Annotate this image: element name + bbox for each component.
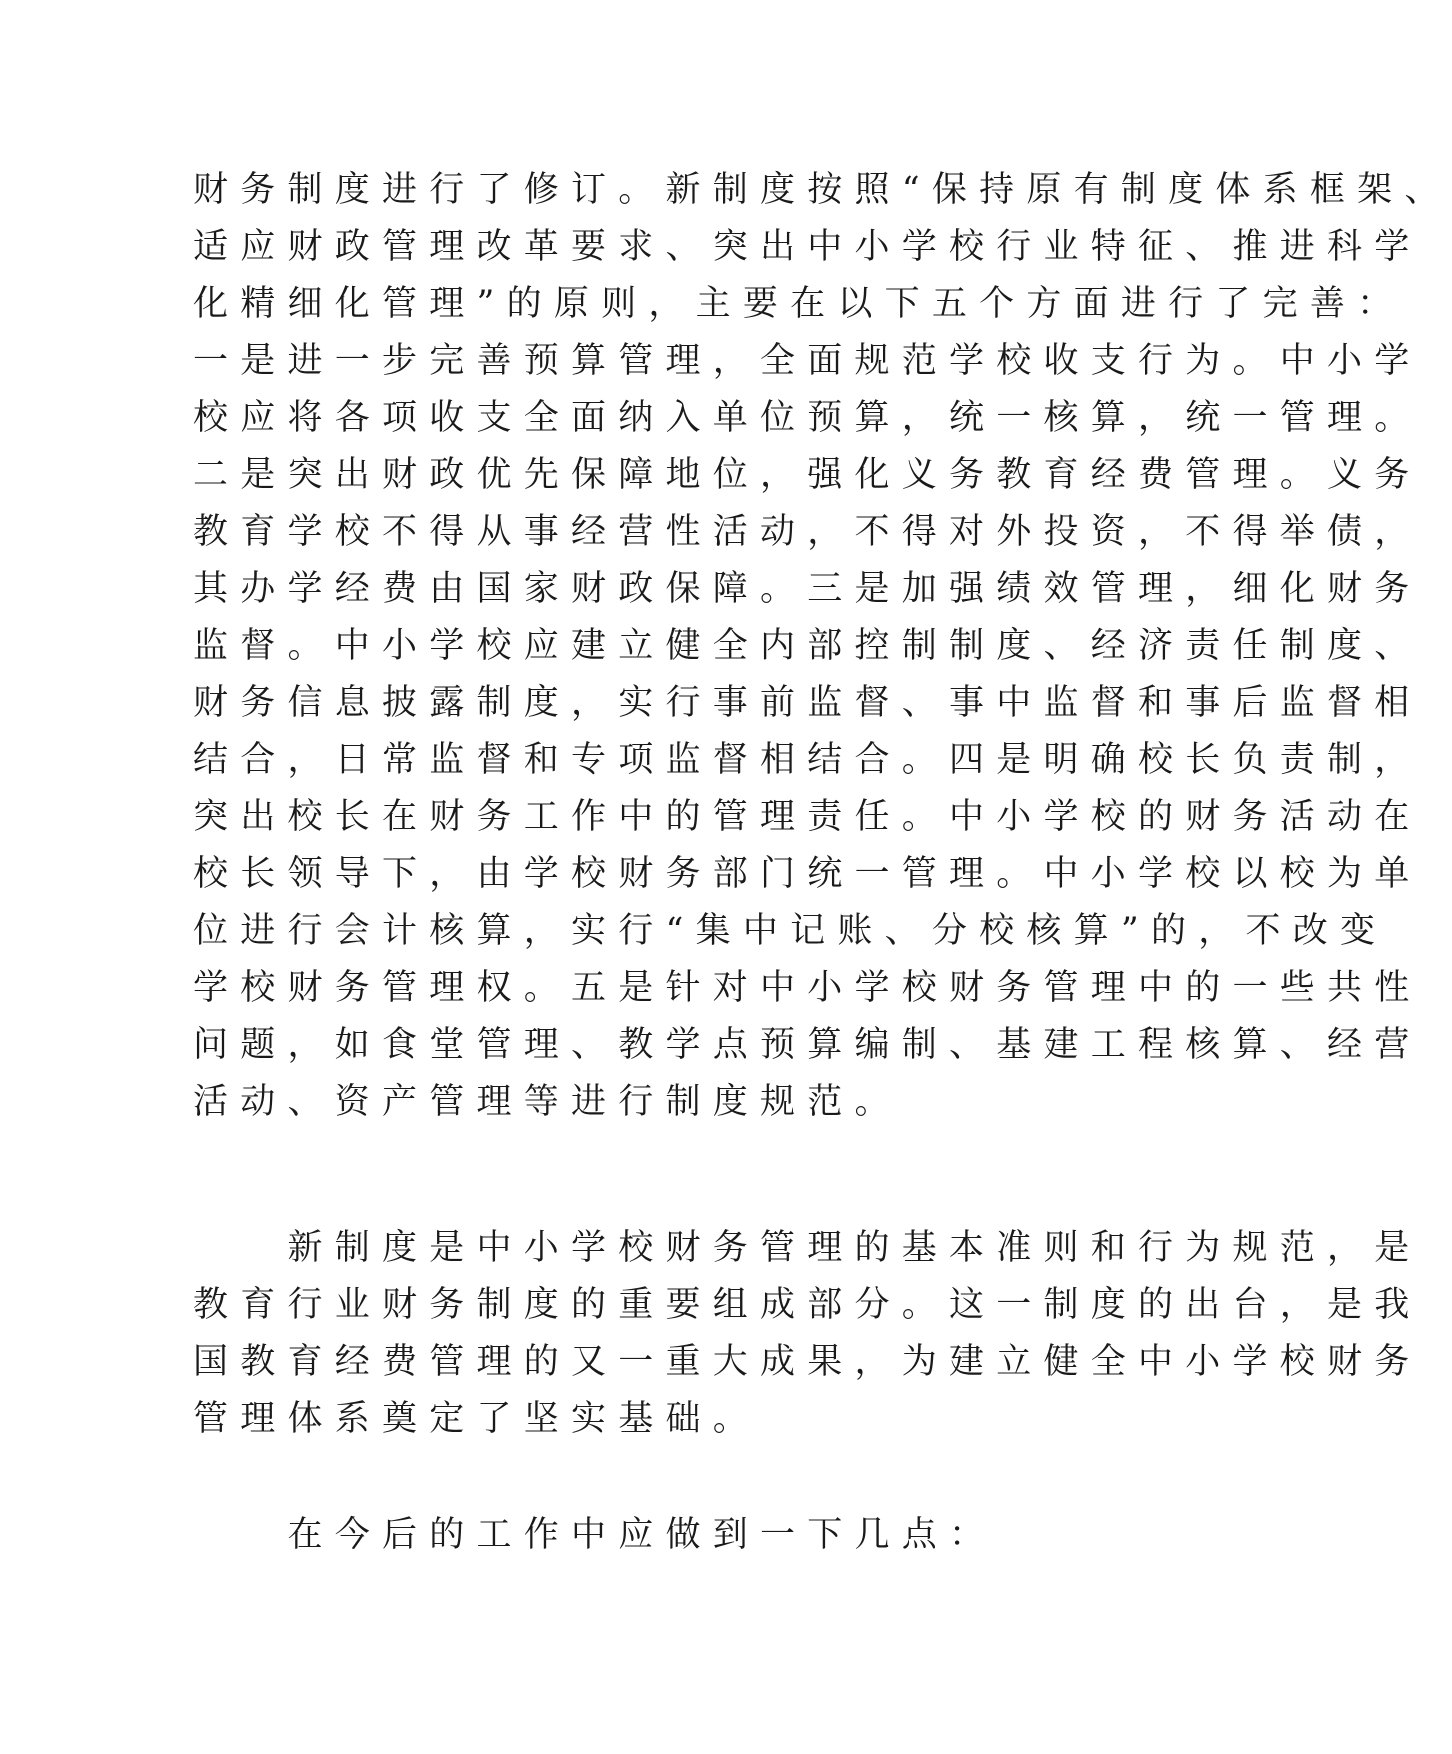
- text-line: 新制度是中小学校财务管理的基本准则和行为规范，是: [193, 1228, 1422, 1268]
- paragraph-new-system-significance: [193, 1220, 1422, 1448]
- text-line: 一是进一步完善预算管理，全面规范学校收支行为。中小学: [193, 341, 1422, 381]
- text-line: 财务制度进行了修订。新制度按照“保持原有制度体系框架、: [193, 170, 1452, 210]
- text-line: 问题，如食堂管理、教学点预算编制、基建工程核算、经营: [193, 1025, 1422, 1065]
- text-line: 监督。中小学校应建立健全内部控制制度、经济责任制度、: [193, 626, 1422, 666]
- text-line: 学校财务管理权。五是针对中小学校财务管理中的一些共性: [193, 968, 1422, 1008]
- text-line: 突出校长在财务工作中的管理责任。中小学校的财务活动在: [193, 797, 1422, 837]
- text-line: 教育学校不得从事经营性活动，不得对外投资，不得举债，: [193, 512, 1422, 552]
- text-line: 其办学经费由国家财政保障。三是加强绩效管理，细化财务: [193, 569, 1422, 609]
- text-line: 结合，日常监督和专项监督相结合。四是明确校长负责制，: [193, 740, 1422, 780]
- text-line: 校长领导下，由学校财务部门统一管理。中小学校以校为单: [193, 854, 1422, 894]
- text-line: 适应财政管理改革要求、突出中小学校行业特征、推进科学: [193, 227, 1422, 267]
- text-line: 国教育经费管理的又一重大成果，为建立健全中小学校财务: [193, 1342, 1422, 1382]
- paragraph-future-work: [193, 1507, 1073, 1564]
- text-line: 财务信息披露制度，实行事前监督、事中监督和事后监督相: [193, 683, 1422, 723]
- text-line: 教育行业财务制度的重要组成部分。这一制度的出台，是我: [193, 1285, 1422, 1325]
- text-line: 二是突出财政优先保障地位，强化义务教育经费管理。义务: [193, 455, 1422, 495]
- text-line: 校应将各项收支全面纳入单位预算，统一核算，统一管理。: [193, 398, 1422, 438]
- text-line: 在今后的工作中应做到一下几点：: [193, 1515, 997, 1555]
- text-line: 管理体系奠定了坚实基础。: [193, 1399, 761, 1439]
- text-line: 化精细化管理”的原则，主要在以下五个方面进行了完善：: [193, 284, 1405, 324]
- text-line: 活动、资产管理等进行制度规范。: [193, 1082, 902, 1122]
- paragraph-finance-revision: [193, 162, 1452, 1131]
- text-line: 位进行会计核算，实行“集中记账、分校核算”的，不改变: [193, 911, 1388, 951]
